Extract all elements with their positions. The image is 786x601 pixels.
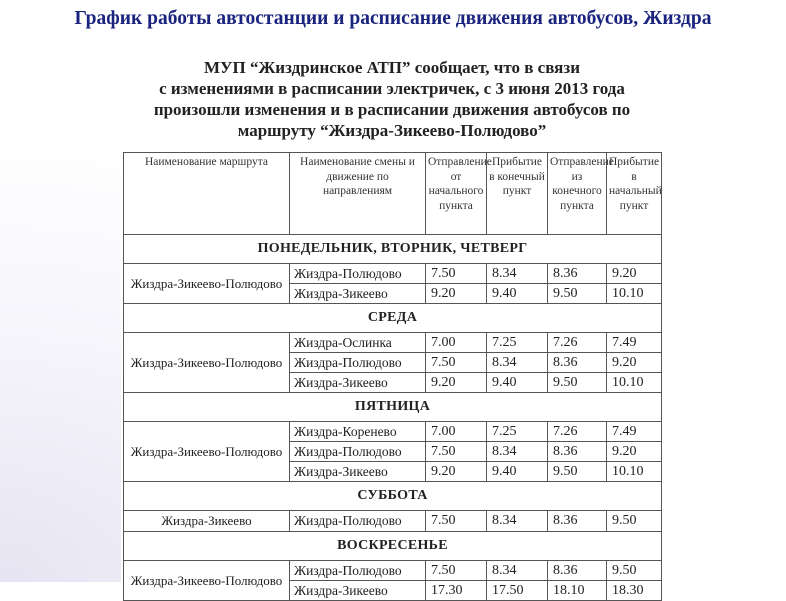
direction-name: Жиздра-Полюдово [290, 511, 426, 532]
day-label: СУББОТА [124, 482, 662, 511]
time-arr-end: 9.40 [487, 373, 548, 393]
day-row [124, 393, 662, 422]
route-name: Жиздра-Зикеево-Полюдово [124, 333, 290, 393]
header-route: Наименование маршрута [124, 153, 290, 235]
header-arr-end: Прибытие в конечный пункт [487, 153, 548, 235]
route-name: Жиздра-Зикеево-Полюдово [124, 422, 290, 482]
time-dep-end: 18.10 [548, 581, 607, 601]
direction-name: Жиздра-Полюдово [290, 442, 426, 462]
time-dep-start: 7.50 [426, 264, 487, 284]
scanned-document [121, 52, 663, 598]
route-name: Жиздра-Зикеево [124, 511, 290, 532]
day-row [124, 482, 662, 511]
header-dep-end: Отправление из конечного пункта [548, 153, 607, 235]
notice-line: произошли изменения и в расписании движения автобусов по [153, 100, 631, 119]
time-dep-end: 7.26 [548, 422, 607, 442]
time-arr-end: 9.40 [487, 462, 548, 482]
time-dep-end: 8.36 [548, 511, 607, 532]
time-arr-end: 7.25 [487, 333, 548, 353]
direction-name: Жиздра-Полюдово [290, 264, 426, 284]
time-arr-end: 8.34 [487, 353, 548, 373]
time-arr-start: 9.20 [607, 353, 662, 373]
time-dep-start: 7.00 [426, 422, 487, 442]
time-arr-start: 7.49 [607, 333, 662, 353]
time-arr-start: 9.50 [607, 511, 662, 532]
time-arr-start: 7.49 [607, 422, 662, 442]
day-label: СРЕДА [124, 304, 662, 333]
notice-line: с изменениями в расписании электричек, с 3 июня 2013 года [159, 79, 625, 98]
time-dep-start: 7.00 [426, 333, 487, 353]
time-dep-end: 8.36 [548, 264, 607, 284]
direction-name: Жиздра-Зикеево [290, 462, 426, 482]
page-title: График работы автостанции и расписание движения автобусов, Жиздра [74, 8, 712, 29]
direction-name: Жиздра-Зикеево [290, 284, 426, 304]
time-dep-start: 9.20 [426, 462, 487, 482]
table-row [124, 561, 662, 581]
time-dep-end: 8.36 [548, 442, 607, 462]
day-label: ВОСКРЕСЕНЬЕ [124, 532, 662, 561]
time-dep-end: 8.36 [548, 561, 607, 581]
time-arr-end: 8.34 [487, 264, 548, 284]
time-arr-end: 8.34 [487, 511, 548, 532]
schedule-table [123, 152, 662, 601]
day-row [124, 304, 662, 333]
direction-name: Жиздра-Ослинка [290, 333, 426, 353]
notice-line: МУП “Жиздринское АТП” сообщает, что в связи [203, 58, 580, 77]
direction-name: Жиздра-Коренево [290, 422, 426, 442]
table-row [124, 264, 662, 284]
route-name: Жиздра-Зикеево-Полюдово [124, 561, 290, 601]
header-dep-start: Отправление от начального пункта [426, 153, 487, 235]
time-arr-start: 9.20 [607, 264, 662, 284]
direction-name: Жиздра-Полюдово [290, 353, 426, 373]
header-arr-start: Прибытие в начальный пункт [607, 153, 662, 235]
time-arr-start: 9.50 [607, 561, 662, 581]
time-dep-end: 9.50 [548, 462, 607, 482]
table-row [124, 422, 662, 442]
header-direction: Наименование смены и движение по направлениям [290, 153, 426, 235]
time-dep-start: 17.30 [426, 581, 487, 601]
time-dep-start: 9.20 [426, 284, 487, 304]
time-dep-end: 9.50 [548, 284, 607, 304]
day-row [124, 235, 662, 264]
time-arr-end: 8.34 [487, 442, 548, 462]
time-dep-end: 7.26 [548, 333, 607, 353]
day-row [124, 532, 662, 561]
time-dep-start: 9.20 [426, 373, 487, 393]
time-arr-end: 7.25 [487, 422, 548, 442]
direction-name: Жиздра-Полюдово [290, 561, 426, 581]
route-name: Жиздра-Зикеево-Полюдово [124, 264, 290, 304]
header-row [124, 153, 662, 235]
table-row [124, 333, 662, 353]
time-arr-start: 10.10 [607, 373, 662, 393]
time-dep-start: 7.50 [426, 561, 487, 581]
time-dep-start: 7.50 [426, 442, 487, 462]
notice-heading [121, 57, 663, 141]
schedule-body [124, 235, 662, 601]
time-arr-start: 10.10 [607, 284, 662, 304]
day-label: ПОНЕДЕЛЬНИК, ВТОРНИК, ЧЕТВЕРГ [124, 235, 662, 264]
time-dep-end: 9.50 [548, 373, 607, 393]
time-dep-end: 8.36 [548, 353, 607, 373]
time-arr-start: 9.20 [607, 442, 662, 462]
direction-name: Жиздра-Зикеево [290, 373, 426, 393]
time-dep-start: 7.50 [426, 353, 487, 373]
time-arr-end: 17.50 [487, 581, 548, 601]
direction-name: Жиздра-Зикеево [290, 581, 426, 601]
day-label: ПЯТНИЦА [124, 393, 662, 422]
time-arr-end: 9.40 [487, 284, 548, 304]
time-arr-end: 8.34 [487, 561, 548, 581]
time-arr-start: 18.30 [607, 581, 662, 601]
time-dep-start: 7.50 [426, 511, 487, 532]
table-row [124, 511, 662, 532]
notice-line: маршруту “Жиздра-Зикеево-Полюдово” [237, 121, 547, 140]
time-arr-start: 10.10 [607, 462, 662, 482]
